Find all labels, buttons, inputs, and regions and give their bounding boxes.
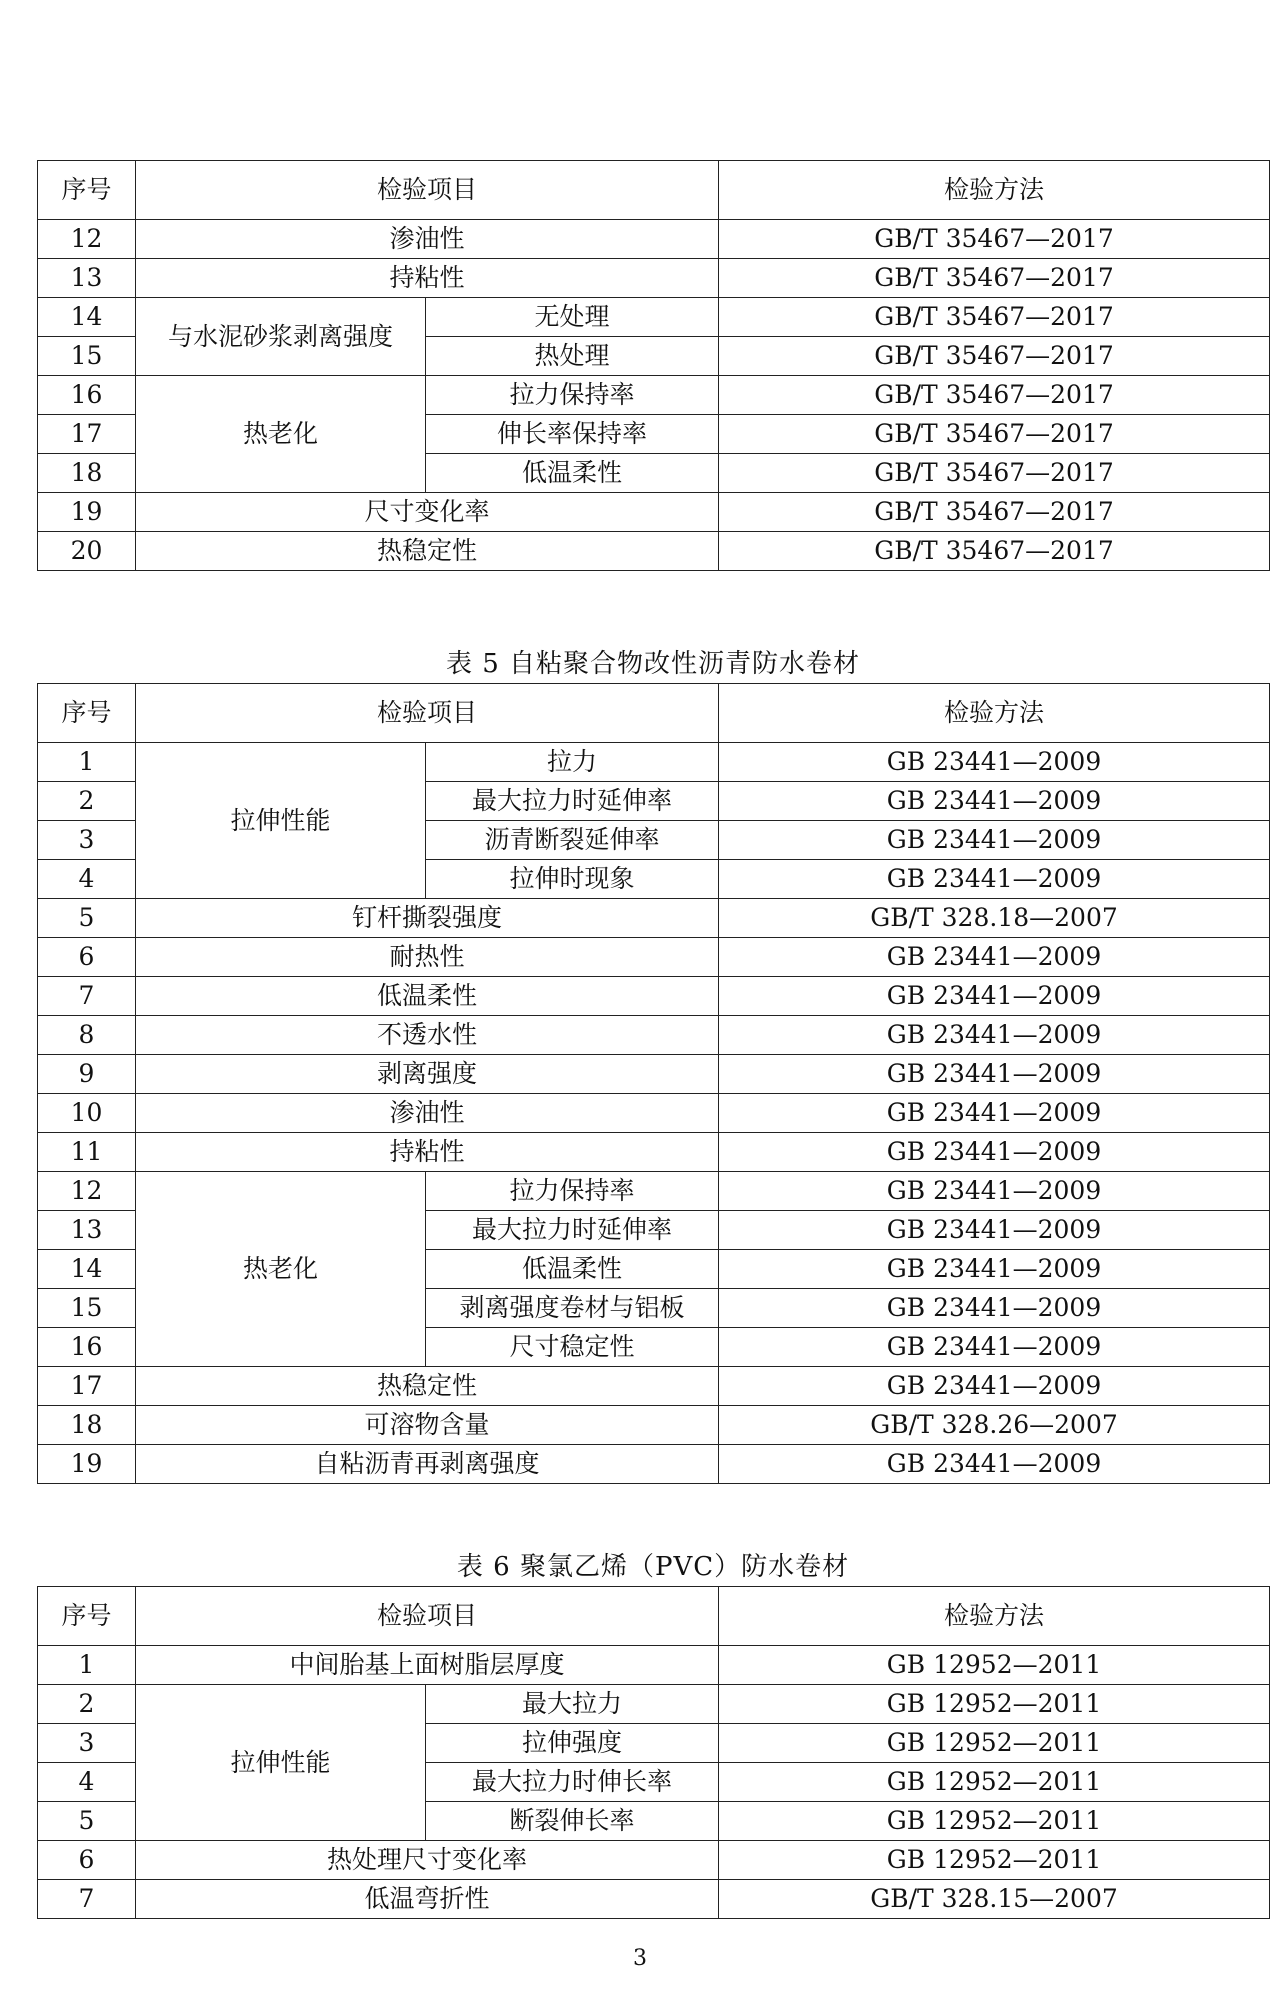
table-row	[38, 1880, 1270, 1919]
row-no: 1	[38, 743, 136, 782]
row-item: 不透水性	[136, 1016, 719, 1055]
row-item: 热处理尺寸变化率	[136, 1841, 719, 1880]
row-sub: 伸长率保持率	[426, 415, 719, 454]
row-no: 14	[38, 1250, 136, 1289]
row-sub: 拉力保持率	[426, 1172, 719, 1211]
row-method: GB/T 328.26—2007	[719, 1406, 1270, 1445]
row-item: 持粘性	[136, 1133, 719, 1172]
row-sub: 剥离强度卷材与铝板	[426, 1289, 719, 1328]
row-no: 13	[38, 1211, 136, 1250]
row-no: 13	[38, 259, 136, 298]
row-no: 18	[38, 454, 136, 493]
table-row	[38, 220, 1270, 259]
row-sub: 拉力	[426, 743, 719, 782]
row-item: 低温弯折性	[136, 1880, 719, 1919]
header-item: 检验项目	[136, 1587, 719, 1646]
row-method: GB 23441—2009	[719, 1328, 1270, 1367]
row-sub: 最大拉力时伸长率	[426, 1763, 719, 1802]
header-row	[38, 684, 1270, 743]
row-item: 尺寸变化率	[136, 493, 719, 532]
table-row	[38, 977, 1270, 1016]
row-method: GB 23441—2009	[719, 1172, 1270, 1211]
table-row	[38, 1646, 1270, 1685]
header-method: 检验方法	[719, 684, 1270, 743]
row-no: 14	[38, 298, 136, 337]
row-method: GB/T 328.15—2007	[719, 1880, 1270, 1919]
row-sub: 沥青断裂延伸率	[426, 821, 719, 860]
row-sub: 拉力保持率	[426, 376, 719, 415]
row-item: 持粘性	[136, 259, 719, 298]
row-no: 6	[38, 938, 136, 977]
row-no: 10	[38, 1094, 136, 1133]
row-no: 15	[38, 1289, 136, 1328]
row-sub: 低温柔性	[426, 454, 719, 493]
table-row	[38, 259, 1270, 298]
table-6-caption: 表 6 聚氯乙烯（PVC）防水卷材	[456, 1552, 850, 1582]
row-method: GB/T 35467—2017	[719, 532, 1270, 571]
row-group: 热老化	[136, 1172, 426, 1367]
row-method: GB 12952—2011	[719, 1685, 1270, 1724]
row-method: GB 23441—2009	[719, 860, 1270, 899]
table-6	[37, 1586, 1270, 1919]
table-a	[37, 160, 1270, 571]
row-no: 16	[38, 376, 136, 415]
row-no: 12	[38, 1172, 136, 1211]
row-method: GB/T 35467—2017	[719, 454, 1270, 493]
table-row	[38, 1841, 1270, 1880]
row-no: 7	[38, 1880, 136, 1919]
row-no: 18	[38, 1406, 136, 1445]
row-sub: 低温柔性	[426, 1250, 719, 1289]
row-sub: 拉伸强度	[426, 1724, 719, 1763]
row-group: 拉伸性能	[136, 743, 426, 899]
table-row	[38, 743, 1270, 782]
header-no: 序号	[38, 1587, 136, 1646]
row-method: GB 23441—2009	[719, 1016, 1270, 1055]
row-no: 4	[38, 1763, 136, 1802]
row-no: 11	[38, 1133, 136, 1172]
row-item: 低温柔性	[136, 977, 719, 1016]
table-row	[38, 1685, 1270, 1724]
table-row	[38, 1133, 1270, 1172]
row-method: GB/T 35467—2017	[719, 493, 1270, 532]
row-method: GB 23441—2009	[719, 977, 1270, 1016]
row-method: GB/T 35467—2017	[719, 376, 1270, 415]
row-group: 拉伸性能	[136, 1685, 426, 1841]
table-row	[38, 1055, 1270, 1094]
row-method: GB/T 35467—2017	[719, 415, 1270, 454]
table-row	[38, 1367, 1270, 1406]
row-no: 5	[38, 1802, 136, 1841]
row-sub: 断裂伸长率	[426, 1802, 719, 1841]
row-method: GB 23441—2009	[719, 1094, 1270, 1133]
header-method: 检验方法	[719, 161, 1270, 220]
row-method: GB/T 35467—2017	[719, 220, 1270, 259]
row-group: 与水泥砂浆剥离强度	[136, 298, 426, 376]
row-no: 17	[38, 415, 136, 454]
header-item: 检验项目	[136, 684, 719, 743]
table-row	[38, 493, 1270, 532]
row-item: 自粘沥青再剥离强度	[136, 1445, 719, 1484]
row-no: 19	[38, 493, 136, 532]
table-row	[38, 1172, 1270, 1211]
page-number: 3	[633, 1946, 647, 1971]
row-no: 9	[38, 1055, 136, 1094]
row-method: GB/T 35467—2017	[719, 337, 1270, 376]
row-item: 钉杆撕裂强度	[136, 899, 719, 938]
row-method: GB 23441—2009	[719, 1289, 1270, 1328]
header-row	[38, 1587, 1270, 1646]
row-method: GB 12952—2011	[719, 1724, 1270, 1763]
row-item: 渗油性	[136, 220, 719, 259]
row-method: GB/T 328.18—2007	[719, 899, 1270, 938]
table-row	[38, 376, 1270, 415]
row-no: 8	[38, 1016, 136, 1055]
row-no: 15	[38, 337, 136, 376]
table-5-caption: 表 5 自粘聚合物改性沥青防水卷材	[445, 649, 861, 679]
row-item: 渗油性	[136, 1094, 719, 1133]
row-method: GB 23441—2009	[719, 1211, 1270, 1250]
row-no: 3	[38, 821, 136, 860]
row-no: 16	[38, 1328, 136, 1367]
row-method: GB 12952—2011	[719, 1763, 1270, 1802]
row-sub: 最大拉力时延伸率	[426, 1211, 719, 1250]
row-method: GB/T 35467—2017	[719, 298, 1270, 337]
row-item: 可溶物含量	[136, 1406, 719, 1445]
row-item: 剥离强度	[136, 1055, 719, 1094]
row-sub: 尺寸稳定性	[426, 1328, 719, 1367]
table-row	[38, 1406, 1270, 1445]
header-method: 检验方法	[719, 1587, 1270, 1646]
table-row	[38, 1094, 1270, 1133]
row-item: 耐热性	[136, 938, 719, 977]
row-method: GB 23441—2009	[719, 1055, 1270, 1094]
header-no: 序号	[38, 161, 136, 220]
row-no: 2	[38, 782, 136, 821]
row-group: 热老化	[136, 376, 426, 493]
row-no: 19	[38, 1445, 136, 1484]
row-no: 1	[38, 1646, 136, 1685]
row-sub: 热处理	[426, 337, 719, 376]
row-method: GB 12952—2011	[719, 1802, 1270, 1841]
table-row	[38, 1016, 1270, 1055]
row-method: GB 23441—2009	[719, 782, 1270, 821]
row-method: GB 23441—2009	[719, 743, 1270, 782]
row-method: GB 23441—2009	[719, 821, 1270, 860]
table-row	[38, 532, 1270, 571]
row-no: 20	[38, 532, 136, 571]
row-item: 中间胎基上面树脂层厚度	[136, 1646, 719, 1685]
row-no: 6	[38, 1841, 136, 1880]
header-item: 检验项目	[136, 161, 719, 220]
row-method: GB 12952—2011	[719, 1646, 1270, 1685]
row-method: GB 23441—2009	[719, 1367, 1270, 1406]
row-method: GB 23441—2009	[719, 938, 1270, 977]
header-no: 序号	[38, 684, 136, 743]
table-row	[38, 899, 1270, 938]
row-no: 5	[38, 899, 136, 938]
row-no: 2	[38, 1685, 136, 1724]
row-item: 热稳定性	[136, 532, 719, 571]
table-row	[38, 938, 1270, 977]
row-method: GB 23441—2009	[719, 1445, 1270, 1484]
row-method: GB/T 35467—2017	[719, 259, 1270, 298]
row-no: 3	[38, 1724, 136, 1763]
row-item: 热稳定性	[136, 1367, 719, 1406]
header-row	[38, 161, 1270, 220]
row-sub: 最大拉力时延伸率	[426, 782, 719, 821]
row-sub: 拉伸时现象	[426, 860, 719, 899]
row-sub: 无处理	[426, 298, 719, 337]
row-sub: 最大拉力	[426, 1685, 719, 1724]
row-no: 12	[38, 220, 136, 259]
table-5	[37, 683, 1270, 1484]
row-no: 4	[38, 860, 136, 899]
row-no: 7	[38, 977, 136, 1016]
row-method: GB 23441—2009	[719, 1250, 1270, 1289]
row-method: GB 12952—2011	[719, 1841, 1270, 1880]
row-no: 17	[38, 1367, 136, 1406]
row-method: GB 23441—2009	[719, 1133, 1270, 1172]
table-row	[38, 298, 1270, 337]
table-row	[38, 1445, 1270, 1484]
